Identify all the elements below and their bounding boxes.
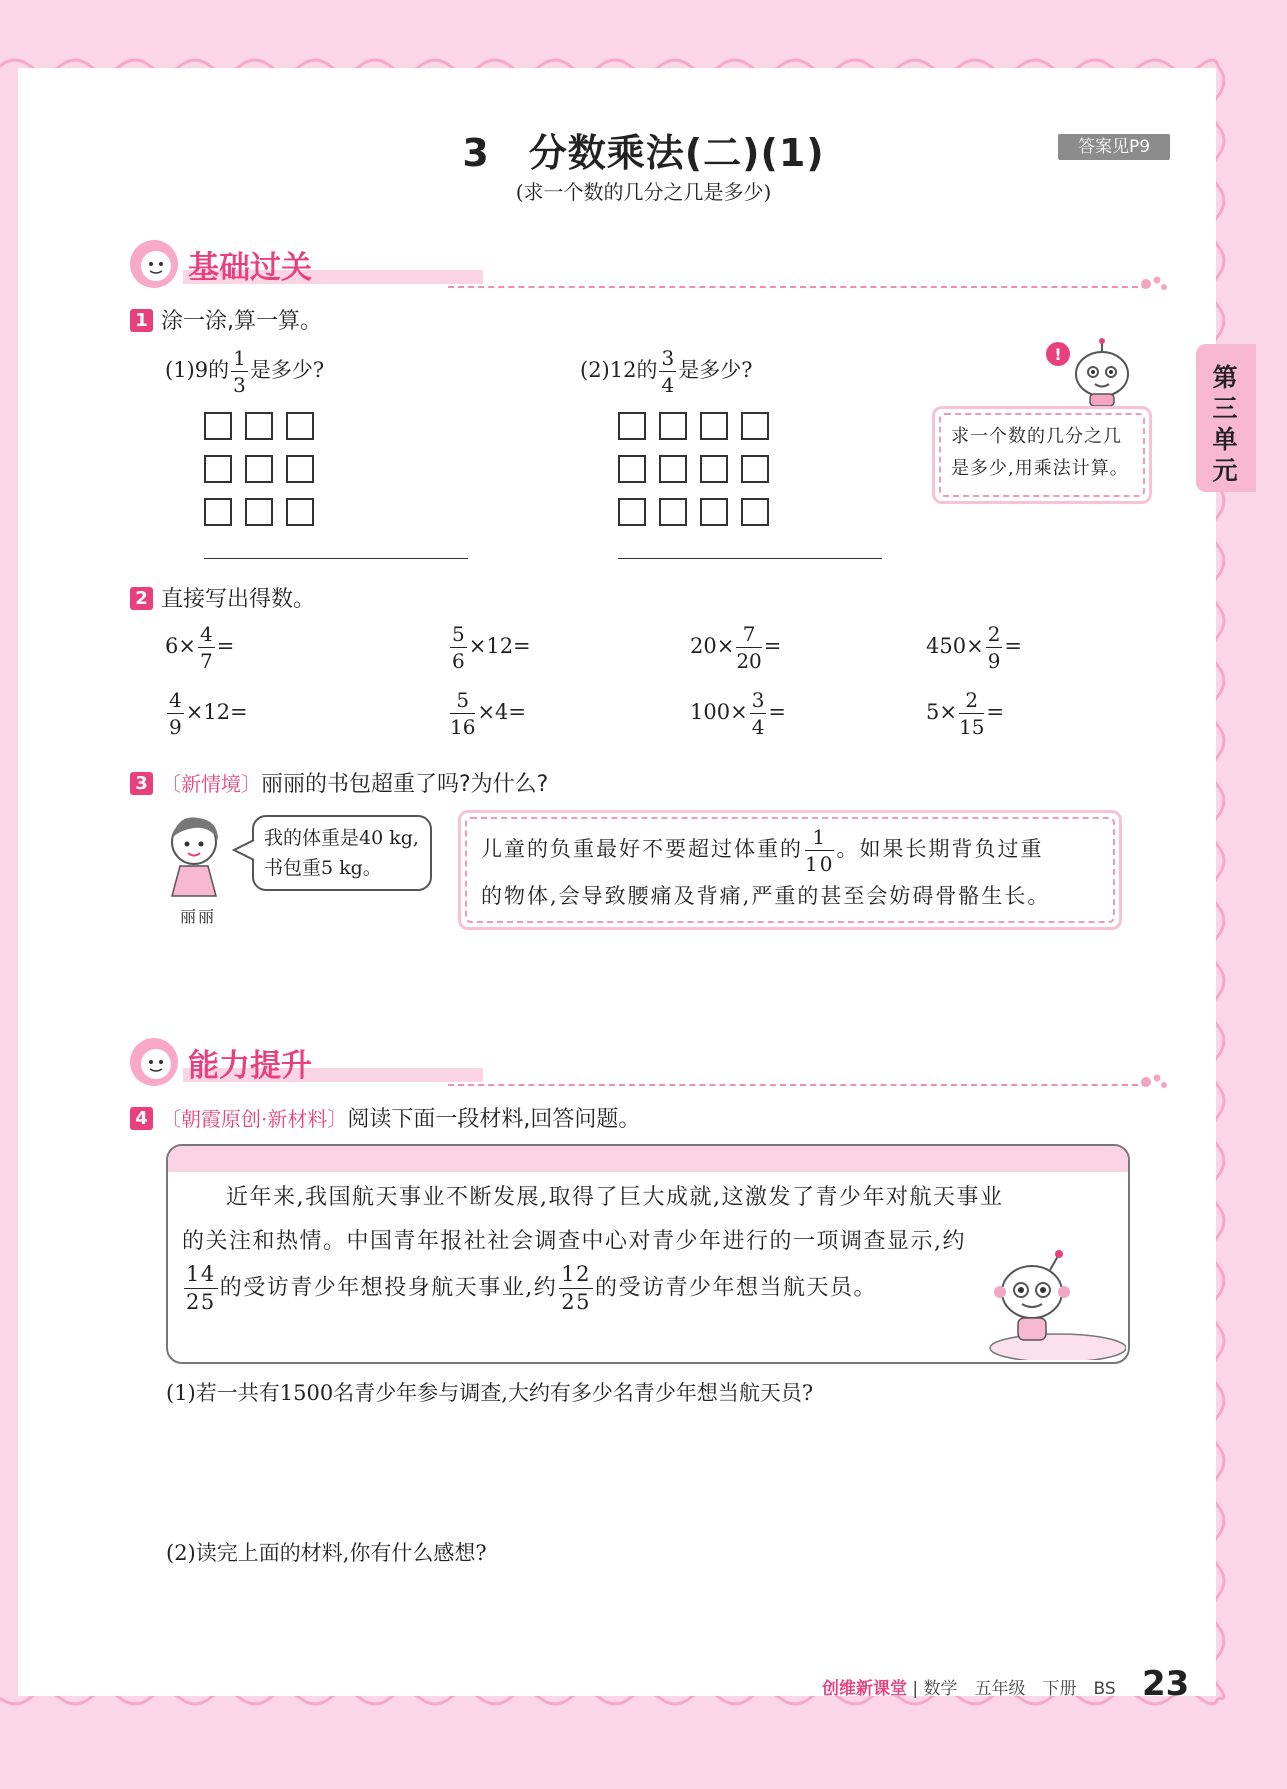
calc-pre: 100× xyxy=(690,700,748,724)
fraction-denominator: 4 xyxy=(661,373,675,397)
grid-square[interactable] xyxy=(245,498,273,526)
info-text xyxy=(465,817,1115,923)
calc-pre: 5× xyxy=(926,700,957,724)
section-divider xyxy=(448,286,1148,288)
question-number: 2 xyxy=(130,587,153,610)
fraction-denominator: 16 xyxy=(450,715,476,739)
question-text: 阅读下面一段材料,回答问题。 xyxy=(347,1107,641,1132)
question-2-prompt xyxy=(130,582,315,613)
question-1-prompt xyxy=(130,304,322,335)
q1-part1-answer-line[interactable] xyxy=(204,558,468,559)
fraction-denominator: 9 xyxy=(987,649,1001,673)
girl-lili-icon xyxy=(158,808,238,908)
calc-item xyxy=(690,624,781,671)
material-line-1: 近年来,我国航天事业不断发展,取得了巨大成就,这激发了青少年对航天事业 xyxy=(226,1185,1004,1210)
q1-part2-label xyxy=(580,348,752,395)
fraction-numerator: 1 xyxy=(805,827,834,851)
bubble-tail-icon xyxy=(232,838,256,862)
calc-post: ×12= xyxy=(185,700,248,724)
fraction-numerator: 1 xyxy=(233,346,246,370)
fraction-denominator: 6 xyxy=(452,649,465,673)
grid-square[interactable] xyxy=(204,498,232,526)
calc-item xyxy=(690,690,786,737)
fraction-denominator: 3 xyxy=(233,373,246,397)
grid-square[interactable] xyxy=(204,412,232,440)
footer-brand: 创维新课堂 xyxy=(822,1679,907,1699)
question-4-prompt xyxy=(130,1102,640,1133)
fraction xyxy=(986,624,1003,671)
calc-item xyxy=(165,624,234,671)
grid-square[interactable] xyxy=(659,455,687,483)
fraction-numerator: 5 xyxy=(450,690,475,714)
fraction-numerator: 7 xyxy=(736,624,761,648)
girl-label: 丽丽 xyxy=(180,907,217,926)
q1-part1-pre: (1)9的 xyxy=(165,358,230,382)
fraction xyxy=(959,690,984,737)
question-tag: 〔新情境〕 xyxy=(161,772,261,796)
footer xyxy=(822,1674,1116,1699)
grid-square[interactable] xyxy=(245,412,273,440)
section-header-basic xyxy=(128,238,1168,290)
grid-square[interactable] xyxy=(286,455,314,483)
fraction xyxy=(805,827,834,874)
mascot-avatar-icon xyxy=(128,238,184,290)
question-text: 丽丽的书包超重了吗?为什么? xyxy=(261,772,549,797)
fraction-numerator: 2 xyxy=(959,690,984,714)
q1-part1-post: 是多少? xyxy=(249,358,325,382)
page-title: 3 分数乘法(二)(1) xyxy=(462,131,825,175)
calc-post: = xyxy=(768,700,787,724)
q1-part1-shading-grid[interactable] xyxy=(204,412,310,526)
question-number: 1 xyxy=(130,309,153,332)
dots-decoration-icon xyxy=(1140,1070,1170,1092)
calc-post: = xyxy=(986,700,1005,724)
q1-part2-answer-line[interactable] xyxy=(618,558,882,559)
fraction-denominator: 4 xyxy=(751,715,765,739)
calc-post: ×12= xyxy=(468,634,531,658)
hint-box xyxy=(932,406,1152,504)
material-top-band xyxy=(168,1146,1128,1172)
calc-pre: 6× xyxy=(165,634,196,658)
q1-part2-post: 是多少? xyxy=(678,358,753,382)
footer-info: 数学 五年级 下册 BS xyxy=(923,1679,1116,1699)
reading-material-box xyxy=(166,1144,1130,1364)
fraction-numerator: 12 xyxy=(559,1264,593,1289)
speech-bubble xyxy=(252,815,432,891)
fraction-denominator: 15 xyxy=(958,715,985,739)
fraction-denominator: 25 xyxy=(561,1290,591,1314)
material-mid: 的受访青少年想投身航天事业,约 xyxy=(219,1275,558,1301)
grid-square[interactable] xyxy=(618,412,646,440)
q4-subquestion-1: (1)若一共有1500名青少年参与调查,大约有多少名青少年想当航天员? xyxy=(166,1381,814,1405)
robot-mascot-icon xyxy=(1040,336,1160,408)
unit-side-tab xyxy=(1196,344,1256,492)
calc-post: = xyxy=(1004,634,1023,658)
question-tag: 〔朝霞原创·新材料〕 xyxy=(161,1107,348,1131)
grid-square[interactable] xyxy=(286,412,314,440)
info-line-1 xyxy=(481,827,1099,874)
fraction-denominator: 25 xyxy=(186,1290,216,1314)
fraction xyxy=(231,348,248,395)
question-3-prompt xyxy=(130,767,548,798)
fraction-numerator: 14 xyxy=(184,1264,218,1289)
fraction-numerator: 5 xyxy=(452,622,465,646)
fraction-denominator: 10 xyxy=(805,852,835,876)
fraction xyxy=(750,690,767,737)
info-post: 。如果长期背负过重 xyxy=(836,837,1044,861)
fraction xyxy=(659,348,676,395)
fraction-numerator: 3 xyxy=(661,346,675,370)
grid-square[interactable] xyxy=(741,412,769,440)
material-line-3 xyxy=(182,1264,1102,1313)
fraction xyxy=(198,624,215,671)
mascot-avatar-icon xyxy=(128,1036,184,1088)
section-header-advanced xyxy=(128,1036,1168,1088)
dots-decoration-icon xyxy=(1140,272,1170,294)
section-divider xyxy=(448,1084,1148,1086)
question-number: 3 xyxy=(130,772,153,795)
page-number: 23 xyxy=(1142,1664,1190,1704)
unit-side-tab-label: 第三单元 xyxy=(1212,363,1238,485)
fraction-denominator: 20 xyxy=(736,649,762,673)
info-box xyxy=(458,810,1122,930)
calc-post: ×4= xyxy=(477,700,527,724)
calc-item xyxy=(926,690,1004,737)
q1-part2-pre: (2)12的 xyxy=(580,358,658,382)
grid-square[interactable] xyxy=(618,455,646,483)
q1-part1-label xyxy=(165,348,324,395)
section-title: 基础过关 xyxy=(188,250,312,286)
fraction xyxy=(559,1264,593,1313)
material-end: 的受访青少年想当航天员。 xyxy=(594,1275,877,1301)
calc-pre: 450× xyxy=(926,634,984,658)
grid-square[interactable] xyxy=(659,498,687,526)
question-number: 4 xyxy=(130,1107,153,1130)
page-subtitle: (求一个数的几分之几是多少) xyxy=(515,180,772,204)
calc-post: = xyxy=(216,634,235,658)
grid-square[interactable] xyxy=(741,455,769,483)
calc-pre: 20× xyxy=(690,634,735,658)
q1-part2-shading-grid[interactable] xyxy=(618,412,765,526)
footer-separator: | xyxy=(907,1679,924,1699)
grid-square[interactable] xyxy=(700,455,728,483)
calc-item xyxy=(448,624,531,671)
material-text xyxy=(182,1176,1102,1313)
calc-item xyxy=(926,624,1022,671)
grid-square[interactable] xyxy=(700,498,728,526)
fraction-numerator: 3 xyxy=(751,688,765,712)
grid-square[interactable] xyxy=(245,455,273,483)
question-text: 涂一涂,算一算。 xyxy=(161,309,322,334)
fraction xyxy=(184,1264,218,1313)
fraction xyxy=(736,624,761,671)
exclamation-mark: ! xyxy=(1054,345,1062,364)
fraction xyxy=(450,624,467,671)
hint-text: 求一个数的几分之几是多少,用乘法计算。 xyxy=(939,413,1145,497)
info-line-2: 的物体,会导致腰痛及背痛,严重的甚至会妨碍骨骼生长。 xyxy=(481,884,1051,908)
robot-on-moon-icon xyxy=(980,1248,1126,1360)
calc-item xyxy=(165,690,248,737)
grid-square[interactable] xyxy=(741,498,769,526)
fraction-numerator: 2 xyxy=(987,622,1001,646)
fraction xyxy=(167,690,184,737)
fraction-denominator: 9 xyxy=(169,715,182,739)
calc-post: = xyxy=(763,634,782,658)
grid-square[interactable] xyxy=(204,455,232,483)
grid-square[interactable] xyxy=(659,412,687,440)
grid-square[interactable] xyxy=(700,412,728,440)
q4-subquestion-2: (2)读完上面的材料,你有什么感想? xyxy=(166,1541,487,1565)
bubble-line: 书包重5 kg。 xyxy=(264,857,382,879)
section-title: 能力提升 xyxy=(188,1048,312,1084)
fraction-denominator: 7 xyxy=(199,649,213,673)
material-line-2: 的关注和热情。中国青年报社社会调查中心对青少年进行的一项调查显示,约 xyxy=(182,1229,966,1254)
answer-reference-badge: 答案见P9 xyxy=(1058,134,1170,160)
grid-square[interactable] xyxy=(618,498,646,526)
grid-square[interactable] xyxy=(286,498,314,526)
calc-item xyxy=(448,690,526,737)
bubble-line: 我的体重是40 kg, xyxy=(264,827,419,849)
fraction-numerator: 4 xyxy=(169,688,182,712)
info-pre: 儿童的负重最好不要超过体重的 xyxy=(481,837,803,861)
question-text: 直接写出得数。 xyxy=(161,587,316,612)
fraction xyxy=(450,690,475,737)
fraction-numerator: 4 xyxy=(199,622,213,646)
